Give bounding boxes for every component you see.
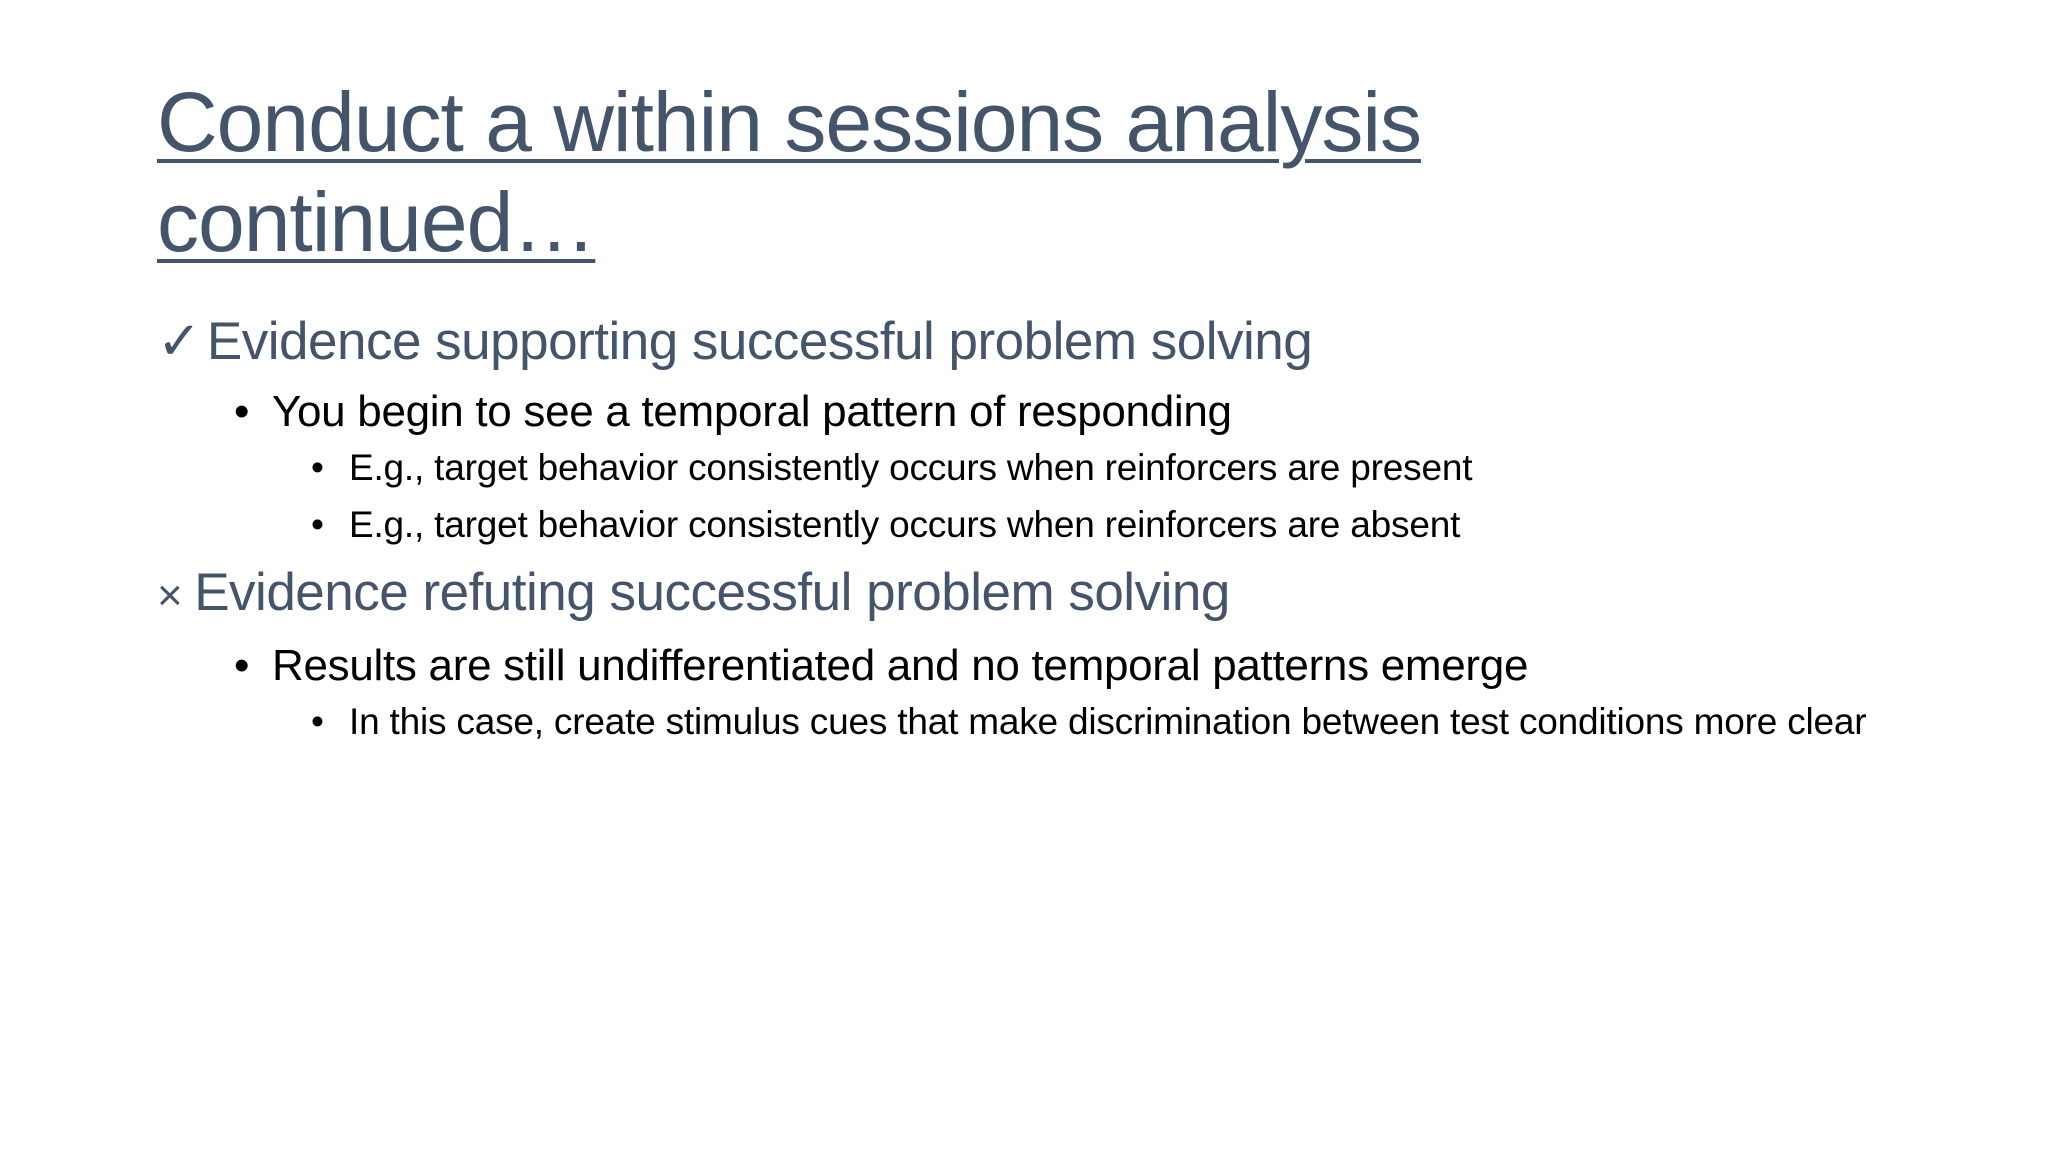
refuting-point: • Results are still undifferentiated and no temporal patterns emerge xyxy=(272,633,1937,699)
refuting-evidence-heading xyxy=(157,556,1937,633)
cross-icon: × xyxy=(157,571,183,620)
refuting-heading-text: Evidence refuting successful problem solving xyxy=(194,563,1230,622)
supporting-evidence-heading xyxy=(157,305,1937,379)
refuting-example-1: • In this case, create stimulus cues that make discrimination between test conditions more clear xyxy=(349,699,2048,745)
checkmark-icon: ✓ xyxy=(157,312,201,371)
supporting-point: • You begin to see a temporal pattern of responding xyxy=(272,379,1937,445)
slide-content xyxy=(157,305,1937,745)
supporting-example-2: • E.g., target behavior consistently occurs when reinforcers are absent xyxy=(349,502,2048,548)
supporting-heading-text: Evidence supporting successful problem solving xyxy=(206,312,1313,371)
slide-title-text: Conduct a within sessions analysis continued… xyxy=(157,75,1421,269)
supporting-example-1: • E.g., target behavior consistently occurs when reinforcers are present xyxy=(349,445,2048,491)
slide-title xyxy=(157,72,1657,272)
